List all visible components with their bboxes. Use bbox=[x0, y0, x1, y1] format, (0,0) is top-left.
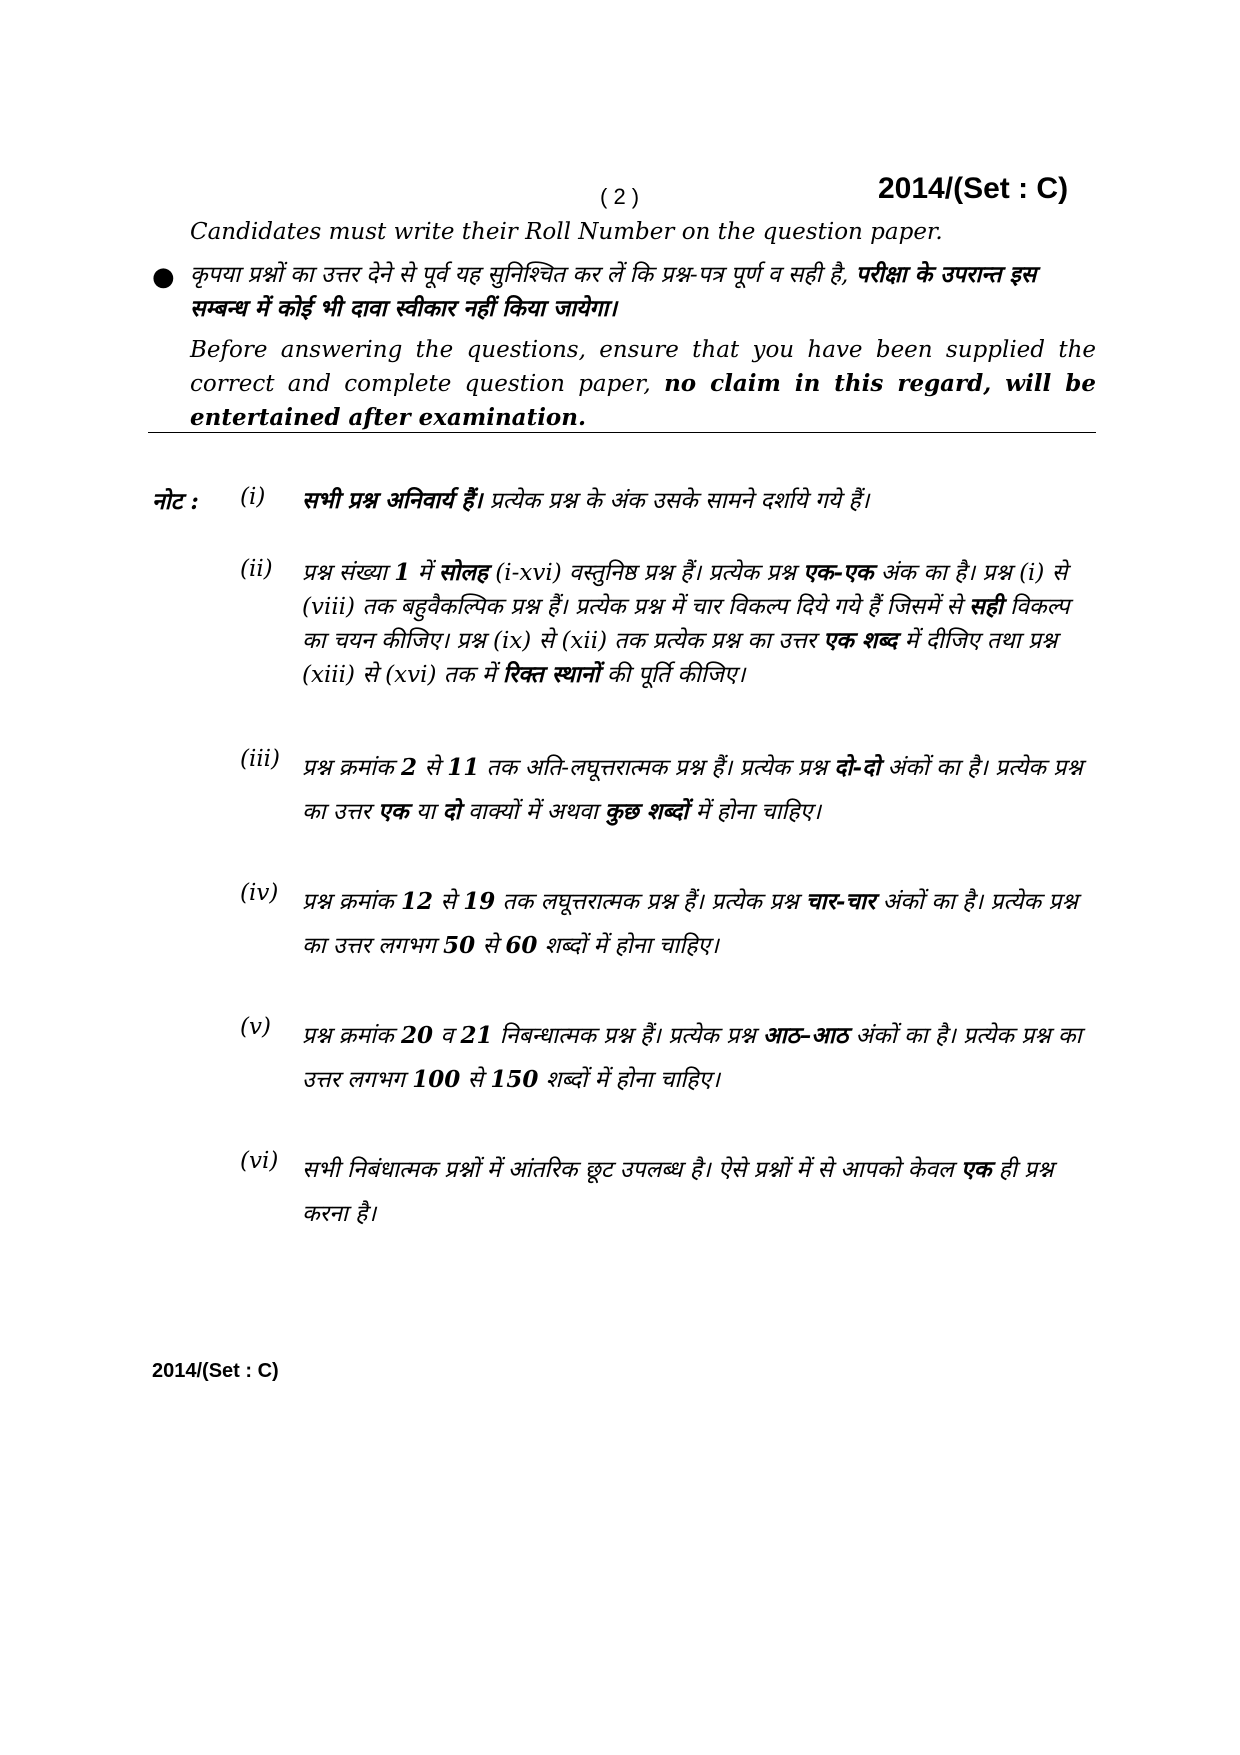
note-bold: 60 bbox=[505, 932, 538, 959]
note-normal: में दीजिए तथा प्रश्न (xiii) से (xvi) तक में bbox=[302, 628, 1058, 688]
bullet-english-bold: no claim in this regard, will be entertained after examination. bbox=[190, 370, 1096, 431]
note-normal: से bbox=[433, 889, 464, 915]
note-normal: में होना चाहिए। bbox=[688, 799, 822, 825]
note-bold: 21 bbox=[460, 1022, 493, 1049]
note-normal: सभी निबंधात्मक प्रश्नों में आंतरिक छूट उपलब्ध है। ऐसे प्रश्नों में से आपको केवल bbox=[302, 1157, 961, 1183]
note-normal: अंकों का है। प्रत्येक प्रश्न का उत्तर लगभग bbox=[302, 1023, 1082, 1093]
divider-rule bbox=[148, 432, 1096, 433]
note-normal: प्रश्न क्रमांक bbox=[302, 755, 402, 781]
note-normal: में bbox=[410, 560, 439, 586]
note-bold: एक-एक bbox=[803, 559, 874, 586]
note-normal: से bbox=[460, 1067, 491, 1093]
note-item-number: (iii) bbox=[240, 746, 281, 772]
note-bold: सोलह bbox=[438, 559, 488, 586]
note-normal: तक अति-लघूत्तरात्मक प्रश्न हैं। प्रत्येक प्रश्न bbox=[479, 755, 835, 781]
note-normal: प्रश्न क्रमांक bbox=[302, 1023, 402, 1049]
note-bold: 100 bbox=[412, 1066, 461, 1093]
note-item-text bbox=[302, 1148, 1098, 1236]
note-item-number: (i) bbox=[240, 484, 266, 510]
note-normal: ही प्रश्न करना है। bbox=[302, 1157, 1054, 1227]
note-normal: या bbox=[408, 799, 443, 825]
page-number: ( 2 ) bbox=[600, 184, 640, 209]
note-bold: 150 bbox=[490, 1066, 539, 1093]
bullet-hindi-bold: परीक्षा के उपरान्त इस सम्बन्ध में कोई भी दावा स्वीकार नहीं किया जायेगा। bbox=[190, 261, 1037, 322]
note-bold: सही bbox=[969, 593, 1003, 620]
note-item-text bbox=[302, 484, 1098, 518]
note-bold: 12 bbox=[401, 888, 434, 915]
note-item-number: (ii) bbox=[240, 556, 273, 582]
note-bold: 2 bbox=[401, 754, 418, 781]
note-bold: 20 bbox=[401, 1022, 434, 1049]
note-bold: चार-चार bbox=[805, 888, 876, 915]
bullet-english-normal: Before answering the questions, ensure that you have been supplied the correct and complete question paper, bbox=[190, 337, 1096, 397]
note-bold: सभी प्रश्न अनिवार्य हैं। bbox=[302, 487, 483, 514]
roll-number-instruction: Candidates must write their Roll Number on the question paper. bbox=[190, 219, 943, 245]
header-paper-code: 2014/(Set : C) bbox=[878, 172, 1069, 205]
note-bold: एक bbox=[378, 798, 409, 825]
note-bold: दो-दो bbox=[834, 754, 881, 781]
bullet-english-text bbox=[190, 334, 1096, 435]
note-normal: (i-xvi) वस्तुनिष्ठ प्रश्न हैं। प्रत्येक प्रश्न bbox=[488, 560, 804, 586]
note-bold: दो bbox=[442, 798, 461, 825]
note-normal: प्रत्येक प्रश्न के अंक उसके सामने दर्शाये गये हैं। bbox=[482, 488, 870, 514]
note-item-number: (vi) bbox=[240, 1148, 279, 1174]
footer-paper-code: 2014/(Set : C) bbox=[152, 1360, 279, 1382]
note-bold: एक bbox=[960, 1156, 992, 1183]
note-normal: वाक्यों में अथवा bbox=[460, 799, 605, 825]
note-normal: प्रश्न संख्या bbox=[302, 560, 395, 586]
bullet-hindi-normal: कृपया प्रश्नों का उत्तर देने से पूर्व यह सुनिश्चित कर लें कि प्रश्न-पत्र पूर्ण व सही है, bbox=[190, 262, 856, 288]
note-normal: से bbox=[417, 755, 448, 781]
note-normal: विकल्प का चयन कीजिए। प्रश्न (ix) से (xii) तक प्रत्येक प्रश्न का उत्तर bbox=[302, 594, 1070, 654]
note-item-text bbox=[302, 556, 1098, 692]
note-item-number: (v) bbox=[240, 1014, 271, 1040]
note-bold: आठ–आठ bbox=[762, 1022, 849, 1049]
note-bold: 11 bbox=[447, 754, 480, 781]
note-item-text bbox=[302, 746, 1098, 834]
note-normal: अंक का है। प्रश्न (i) से (viii) तक बहुवैकल्पिक प्रश्न हैं। प्रत्येक प्रश्न में चार विकल्प दिये गये हैं जिसमें से bbox=[302, 560, 1068, 620]
note-normal: शब्दों में होना चाहिए। bbox=[538, 1067, 720, 1093]
note-bold: 19 bbox=[463, 888, 496, 915]
note-item-text bbox=[302, 880, 1098, 968]
note-normal: की पूर्ति कीजिए। bbox=[599, 662, 746, 688]
note-bold: एक शब्द bbox=[823, 627, 898, 654]
note-normal: अंकों का है। प्रत्येक प्रश्न का उत्तर bbox=[302, 755, 1083, 825]
note-normal: निबन्धात्मक प्रश्न हैं। प्रत्येक प्रश्न bbox=[492, 1023, 763, 1049]
note-normal: प्रश्न क्रमांक bbox=[302, 889, 402, 915]
note-bold: 1 bbox=[394, 559, 411, 586]
note-normal: व bbox=[433, 1023, 461, 1049]
note-normal: शब्दों में होना चाहिए। bbox=[537, 933, 719, 959]
note-bold: 50 bbox=[443, 932, 476, 959]
note-label: नोट : bbox=[152, 488, 199, 515]
note-bold: कुछ शब्दों bbox=[605, 798, 689, 825]
note-normal: तक लघूत्तरात्मक प्रश्न हैं। प्रत्येक प्रश्न bbox=[495, 889, 806, 915]
bullet-icon: ● bbox=[152, 262, 175, 292]
note-bold: रिक्त स्थानों bbox=[502, 661, 600, 688]
bullet-hindi-text bbox=[190, 258, 1096, 326]
note-item-text bbox=[302, 1014, 1098, 1102]
note-normal: से bbox=[475, 933, 506, 959]
note-item-number: (iv) bbox=[240, 880, 279, 906]
note-normal: अंकों का है। प्रत्येक प्रश्न का उत्तर लगभग bbox=[302, 889, 1078, 959]
